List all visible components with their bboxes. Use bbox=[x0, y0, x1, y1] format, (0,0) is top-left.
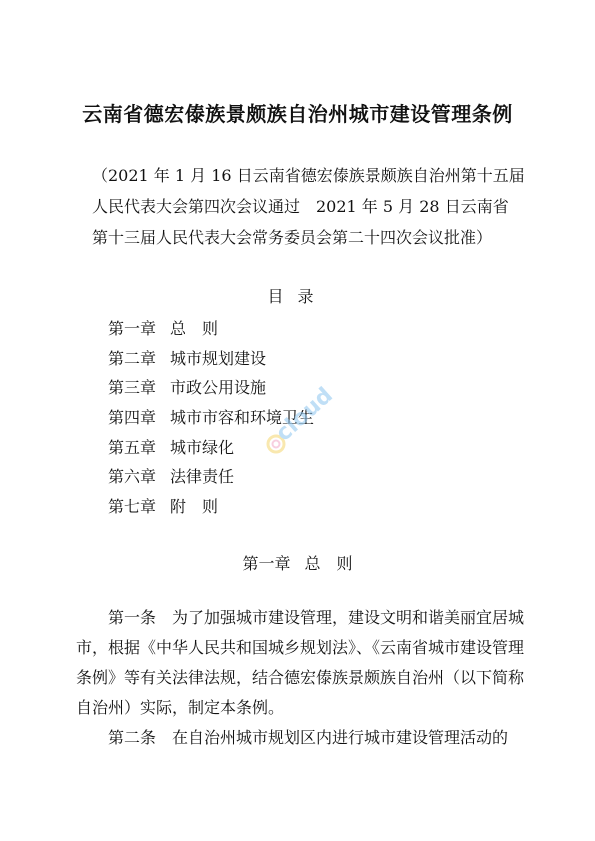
article-line-2: 市，根据《中华人民共和国城乡规划法》、《云南省城市建设管理 bbox=[76, 638, 525, 657]
toc-item bbox=[108, 461, 314, 491]
adoption-note-line-2: 人民代表大会第四次会议通过 2021 年 5 月 28 日云南省 bbox=[92, 197, 509, 216]
toc-item bbox=[108, 343, 314, 373]
toc-chapter-number: 第四章 bbox=[108, 408, 157, 428]
toc-chapter-title: 附 则 bbox=[170, 496, 219, 516]
toc-chapter-number: 第二章 bbox=[108, 348, 157, 368]
article-line-5: 第二条 在自治州城市规划区内进行城市建设管理活动的 bbox=[108, 728, 509, 747]
document-title: 云南省德宏傣族景颇族自治州城市建设管理条例 bbox=[82, 102, 513, 126]
toc-chapter-title: 法律责任 bbox=[170, 467, 235, 487]
toc-chapter-number: 第五章 bbox=[108, 437, 157, 457]
adoption-note-line-1: （2021 年 1 月 16 日云南省德宏傣族景颇族自治州第十五届 bbox=[92, 166, 525, 185]
toc-chapter-title: 市政公用设施 bbox=[170, 378, 267, 398]
toc-chapter-title: 城市规划建设 bbox=[170, 348, 267, 368]
chapter-heading bbox=[0, 551, 595, 574]
toc-chapter-title: 城市绿化 bbox=[170, 437, 235, 457]
cloud-logo-watermark-icon bbox=[256, 382, 346, 462]
toc-item bbox=[108, 491, 314, 521]
chapter-number: 第一章 bbox=[242, 554, 291, 573]
toc-chapter-title: 城市市容和环境卫生 bbox=[170, 408, 315, 428]
toc-heading: 目录 bbox=[267, 287, 328, 306]
toc-item bbox=[108, 313, 314, 343]
toc-chapter-title: 总 则 bbox=[170, 319, 219, 339]
toc-chapter-number: 第七章 bbox=[108, 496, 157, 516]
article-line-1: 第一条 为了加强城市建设管理，建设文明和谐美丽宜居城 bbox=[108, 608, 525, 627]
toc-chapter-number: 第三章 bbox=[108, 378, 157, 398]
article-line-3: 条例》等有关法律法规，结合德宏傣族景颇族自治州（以下简称 bbox=[76, 668, 525, 687]
chapter-title: 总 则 bbox=[304, 554, 353, 573]
watermark-text: cloud bbox=[271, 382, 338, 447]
adoption-note-line-3: 第十三届人民代表大会常务委员会第二十四次会议批准） bbox=[92, 228, 493, 247]
toc-chapter-number: 第一章 bbox=[108, 319, 157, 339]
toc-chapter-number: 第六章 bbox=[108, 467, 157, 487]
article-line-4: 自治州）实际，制定本条例。 bbox=[76, 698, 285, 717]
